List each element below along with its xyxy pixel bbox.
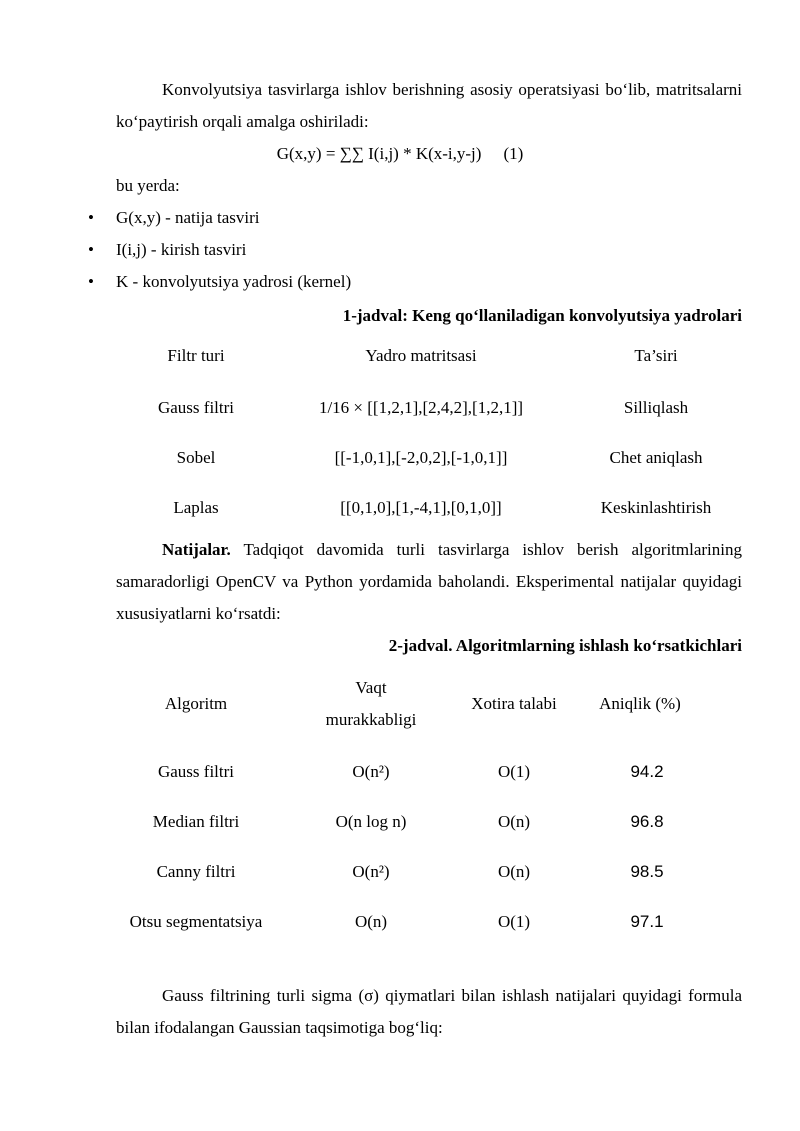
convolution-formula [0, 140, 800, 168]
results-text: Tadqiqot davomida turli tasvirlarga ishlov berish algoritmlarining samaradorligi OpenCV va Python yordamida baholandi. Eksperimental natijalar quyidagi xususiyatlarni ko‘rsatdi: [116, 540, 742, 623]
table2-cell: O(1) [497, 762, 531, 781]
bullet-icon: • [88, 272, 94, 291]
results-label: Natijalar. [162, 540, 231, 559]
definition-item: I(i,j) - kirish tasviri [116, 240, 247, 259]
table2-cell: O(n²) [352, 762, 390, 781]
table2-header-cell: Vaqt [355, 678, 387, 697]
table2-cell: Median filtri [152, 812, 240, 831]
table2-cell: Canny filtri [156, 862, 236, 881]
table2-cell: Gauss filtri [157, 762, 235, 781]
intro-paragraph: Konvolyutsiya tasvirlarga ishlov berishning asosiy operatsiyasi bo‘lib, matritsalarni ko‘paytirish orqali amalga oshiriladi: [116, 80, 742, 131]
definition-item: K - konvolyutsiya yadrosi (kernel) [116, 272, 352, 291]
table1-header-cell: Filtr turi [167, 346, 225, 365]
where-label: bu yerda: [116, 176, 180, 195]
table2-header-cell: Xotira talabi [471, 694, 557, 713]
table1-cell: Gauss filtri [157, 398, 235, 417]
table1-cell: [[0,1,0],[1,-4,1],[0,1,0]] [340, 498, 502, 517]
table2-cell: 94.2 [630, 762, 664, 781]
table2-header-cell: murakkabligi [325, 710, 417, 729]
table1-cell: Sobel [176, 448, 216, 467]
table2-cell: 98.5 [630, 862, 664, 881]
table2-cell: O(n) [497, 812, 531, 831]
bullet-icon: • [88, 240, 94, 259]
results-paragraph [116, 534, 742, 630]
table1-caption: 1-jadval: Keng qo‘llaniladigan konvolyutsiya yadrolari [342, 306, 742, 325]
table2-cell: O(n) [354, 912, 388, 931]
table2-cell: O(n) [497, 862, 531, 881]
table2-cell: O(n²) [352, 862, 390, 881]
table2-cell: O(n log n) [335, 812, 407, 831]
bullet-icon: • [88, 208, 94, 227]
table2-cell: 96.8 [630, 812, 664, 831]
table1-cell: [[-1,0,1],[-2,0,2],[-1,0,1]] [334, 448, 508, 467]
table2-header-cell: Algoritm [164, 694, 228, 713]
table2-cell: 97.1 [630, 912, 664, 931]
formula-expression: G(x,y) = ∑∑ I(i,j) * K(x-i,y-j) [276, 144, 482, 163]
closing-paragraph: Gauss filtrining turli sigma (σ) qiymatlari bilan ishlash natijalari quyidagi formula bilan ifodalangan Gaussian taqsimotiga bog‘liq: [116, 986, 742, 1037]
table1-cell: Silliqlash [623, 398, 689, 417]
table1-cell: Laplas [173, 498, 219, 517]
table2-caption: 2-jadval. Algoritmlarning ishlash ko‘rsatkichlari [388, 636, 742, 655]
table1-header-cell: Yadro matritsasi [365, 346, 477, 365]
formula-number: (1) [503, 144, 524, 163]
table1-cell: Keskinlashtirish [600, 498, 712, 517]
table1-cell: Chet aniqlash [609, 448, 703, 467]
table1-header-cell: Ta’siri [634, 346, 678, 365]
table2-cell: Otsu segmentatsiya [129, 912, 263, 931]
table2-header-cell: Aniqlik (%) [599, 694, 681, 713]
definition-item: G(x,y) - natija tasviri [116, 208, 260, 227]
table2-cell: O(1) [497, 912, 531, 931]
table1-cell: 1/16 × [[1,2,1],[2,4,2],[1,2,1]] [318, 398, 524, 417]
